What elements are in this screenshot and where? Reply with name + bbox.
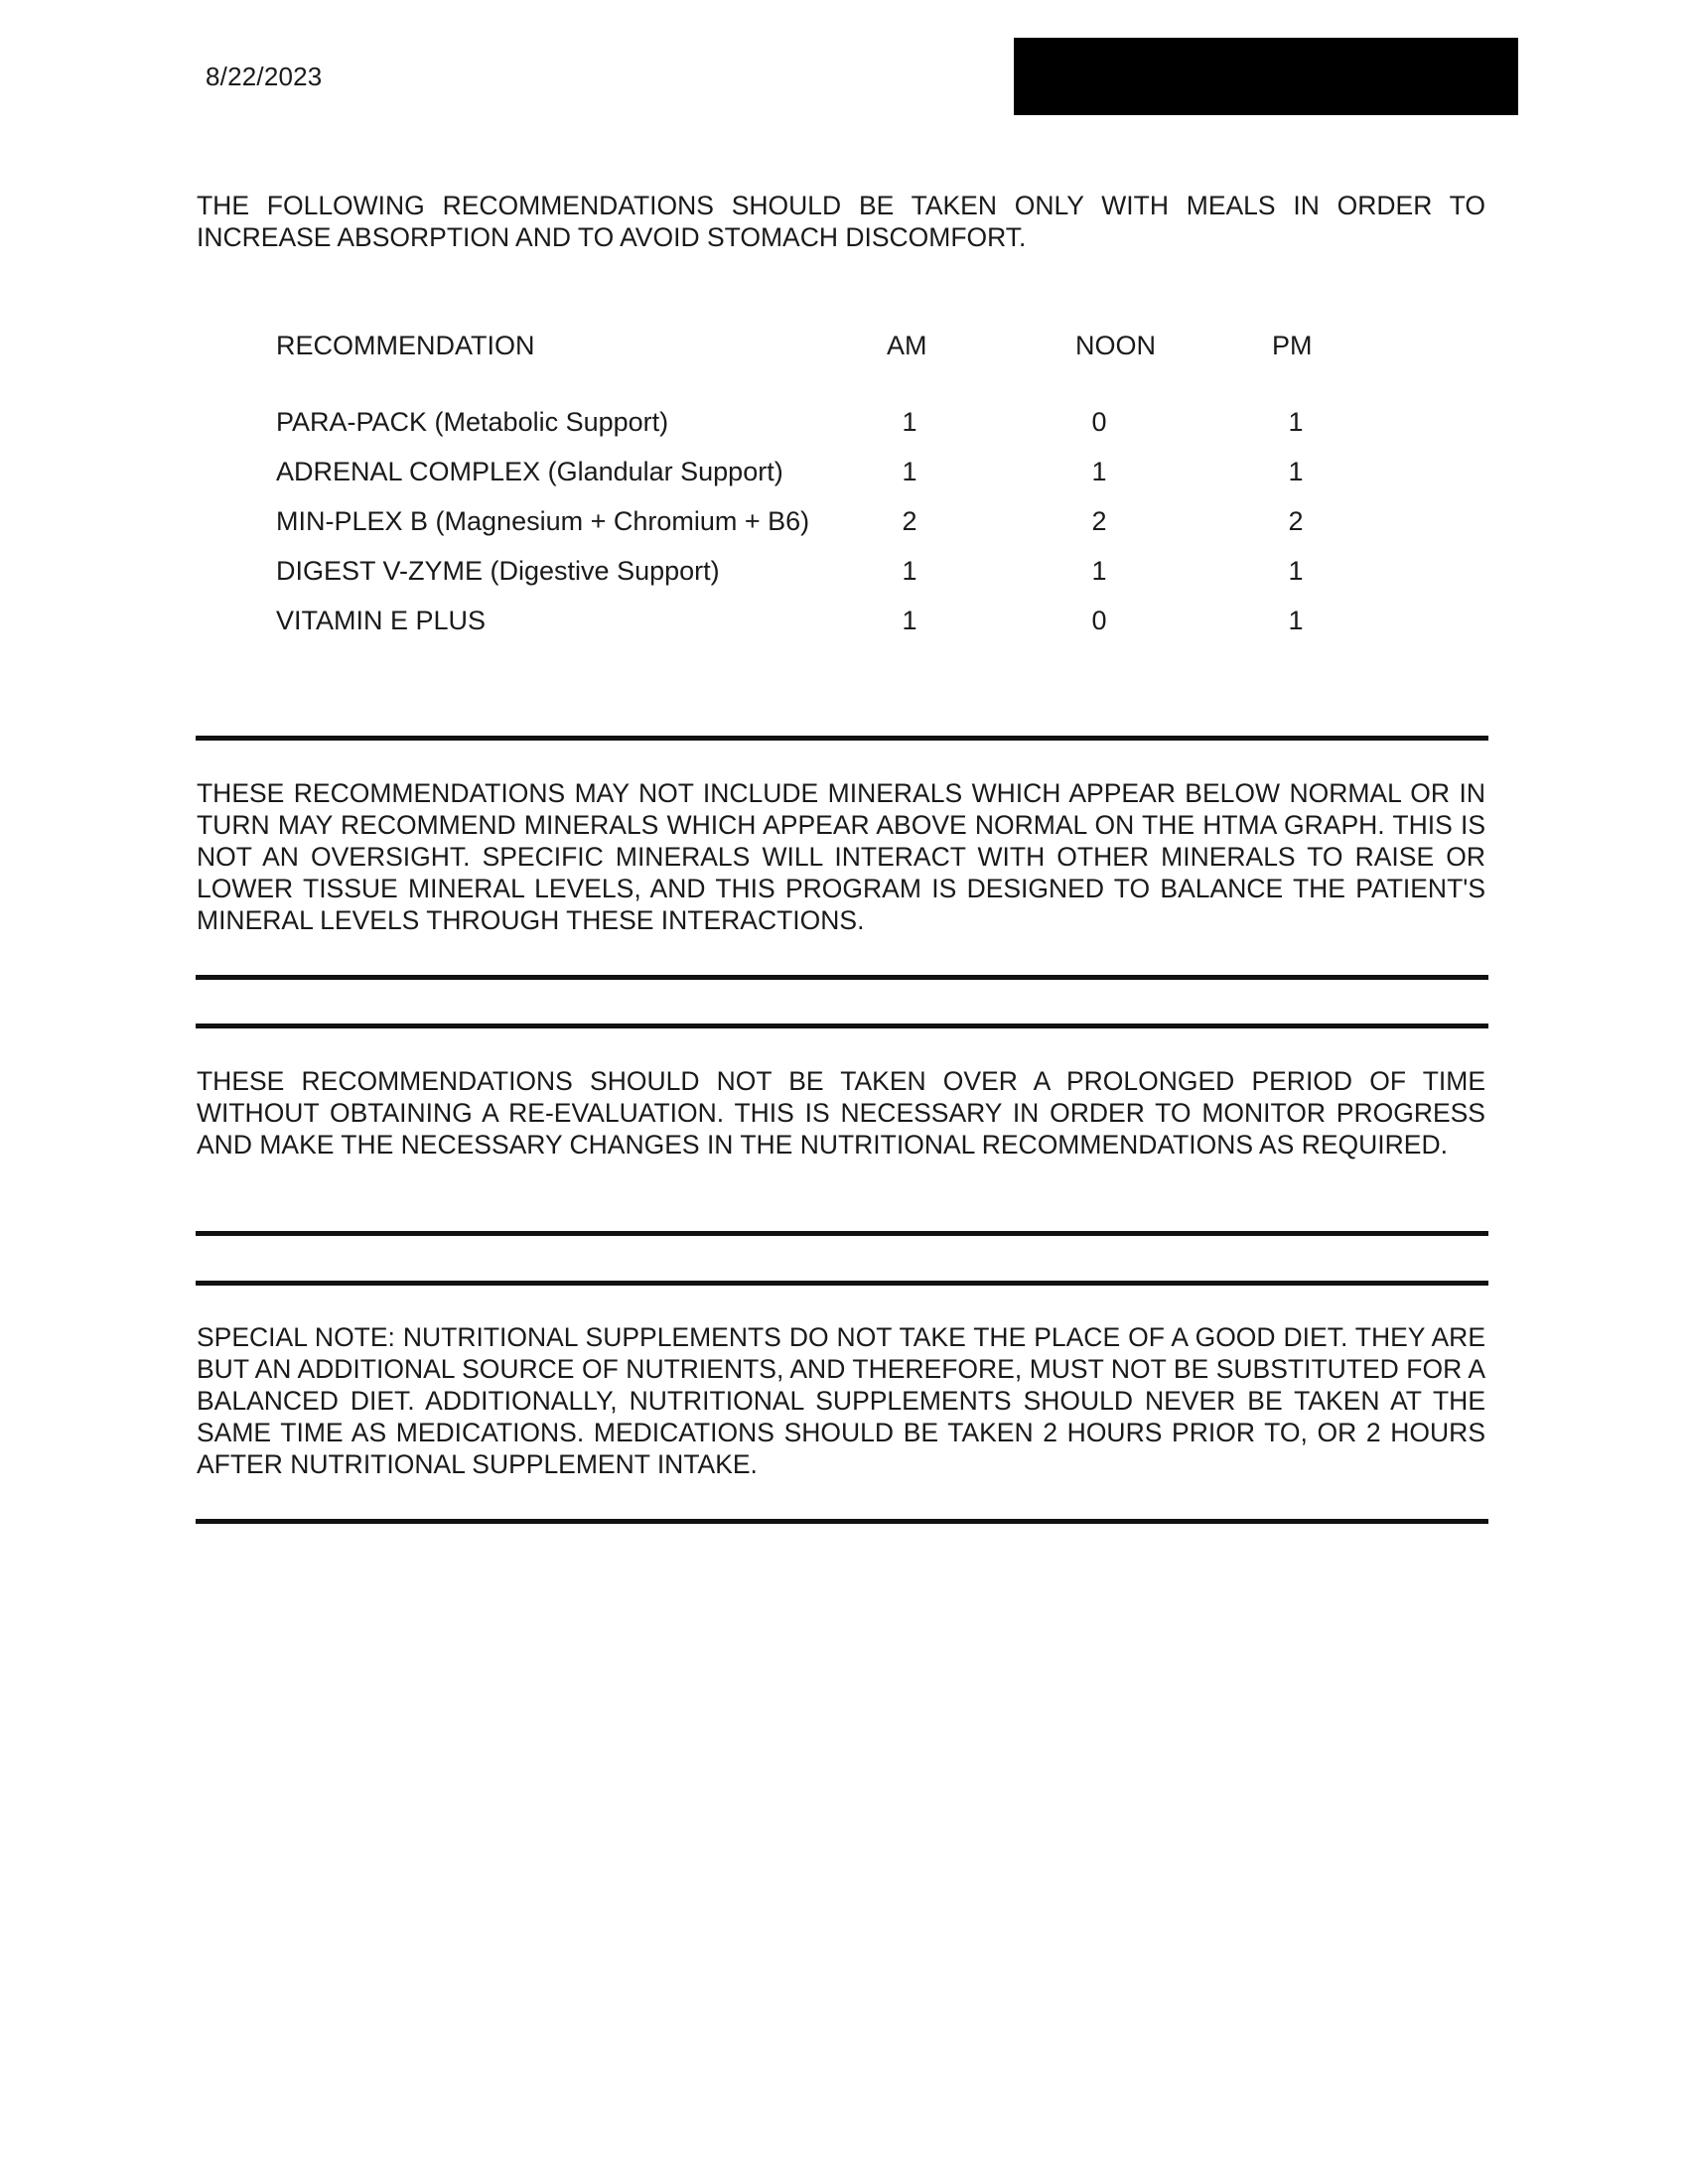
header-pm: PM	[1272, 331, 1313, 360]
row-name: PARA-PACK (Metabolic Support)	[276, 407, 669, 437]
redaction-box	[1014, 38, 1518, 115]
header-am: AM	[887, 331, 927, 360]
row-pm: 1	[1288, 556, 1304, 586]
row-am: 2	[902, 506, 917, 536]
report-date: 8/22/2023	[206, 62, 323, 91]
row-name: VITAMIN E PLUS	[276, 606, 487, 635]
divider-rule	[196, 1231, 1488, 1236]
row-name: MIN-PLEX B (Magnesium + Chromium + B6)	[276, 506, 810, 536]
row-pm: 2	[1288, 506, 1304, 536]
row-pm: 1	[1288, 407, 1304, 437]
row-noon: 1	[1091, 556, 1107, 586]
table-row	[0, 407, 1688, 443]
divider-rule	[196, 975, 1488, 980]
intro-paragraph: THE FOLLOWING RECOMMENDATIONS SHOULD BE TAKEN ONLY WITH MEALS IN ORDER TO INCREASE ABSORPTION AND TO AVOID STOMACH DISCOMFORT.	[197, 191, 1485, 252]
table-header-row	[0, 331, 1688, 366]
duration-note-paragraph: THESE RECOMMENDATIONS SHOULD NOT BE TAKEN OVER A PROLONGED PERIOD OF TIME WITHOUT OBTAINING A RE-EVALUATION. THIS IS NECESSARY IN ORDER TO MONITOR PROGRESS AND MAKE THE NECESSARY CHANGES IN THE NUTRITIONAL RECOMMENDATIONS AS REQUIRED.	[197, 1066, 1485, 1160]
table-row	[0, 606, 1688, 641]
table-row	[0, 457, 1688, 492]
header-noon: NOON	[1075, 331, 1156, 360]
row-am: 1	[902, 606, 917, 635]
row-am: 1	[902, 457, 917, 486]
row-noon: 0	[1091, 606, 1107, 635]
row-am: 1	[902, 556, 917, 586]
divider-rule	[196, 1281, 1488, 1286]
row-noon: 0	[1091, 407, 1107, 437]
row-noon: 1	[1091, 457, 1107, 486]
special-note-paragraph: SPECIAL NOTE: NUTRITIONAL SUPPLEMENTS DO NOT TAKE THE PLACE OF A GOOD DIET. THEY ARE BUT AN ADDITIONAL SOURCE OF NUTRIENTS, AND THEREFORE, MUST NOT BE SUBSTITUTED FOR A BALANCED DIET. ADDITIONALLY, NUTRITIONAL SUPPLEMENTS SHOULD NEVER BE TAKEN AT THE SAME TIME AS MEDICATIONS. MEDICATIONS SHOULD BE TAKEN 2 HOURS PRIOR TO, OR 2 HOURS AFTER NUTRITIONAL SUPPLEMENT INTAKE.	[197, 1322, 1485, 1479]
header-recommendation: RECOMMENDATION	[276, 331, 535, 360]
row-am: 1	[902, 407, 917, 437]
row-pm: 1	[1288, 606, 1304, 635]
divider-rule	[196, 1519, 1488, 1524]
divider-rule	[196, 736, 1488, 741]
row-noon: 2	[1091, 506, 1107, 536]
minerals-note-paragraph: THESE RECOMMENDATIONS MAY NOT INCLUDE MINERALS WHICH APPEAR BELOW NORMAL OR IN TURN MAY RECOMMEND MINERALS WHICH APPEAR ABOVE NORMAL ON THE HTMA GRAPH. THIS IS NOT AN OVERSIGHT. SPECIFIC MINERALS WILL INTERACT WITH OTHER MINERALS TO RAISE OR LOWER TISSUE MINERAL LEVELS, AND THIS PROGRAM IS DESIGNED TO BALANCE THE PATIENT'S MINERAL LEVELS THROUGH THESE INTERACTIONS.	[197, 778, 1485, 935]
row-name: ADRENAL COMPLEX (Glandular Support)	[276, 457, 783, 486]
row-name: DIGEST V-ZYME (Digestive Support)	[276, 556, 720, 586]
row-pm: 1	[1288, 457, 1304, 486]
divider-rule	[196, 1024, 1488, 1028]
table-row	[0, 556, 1688, 592]
table-row	[0, 506, 1688, 542]
